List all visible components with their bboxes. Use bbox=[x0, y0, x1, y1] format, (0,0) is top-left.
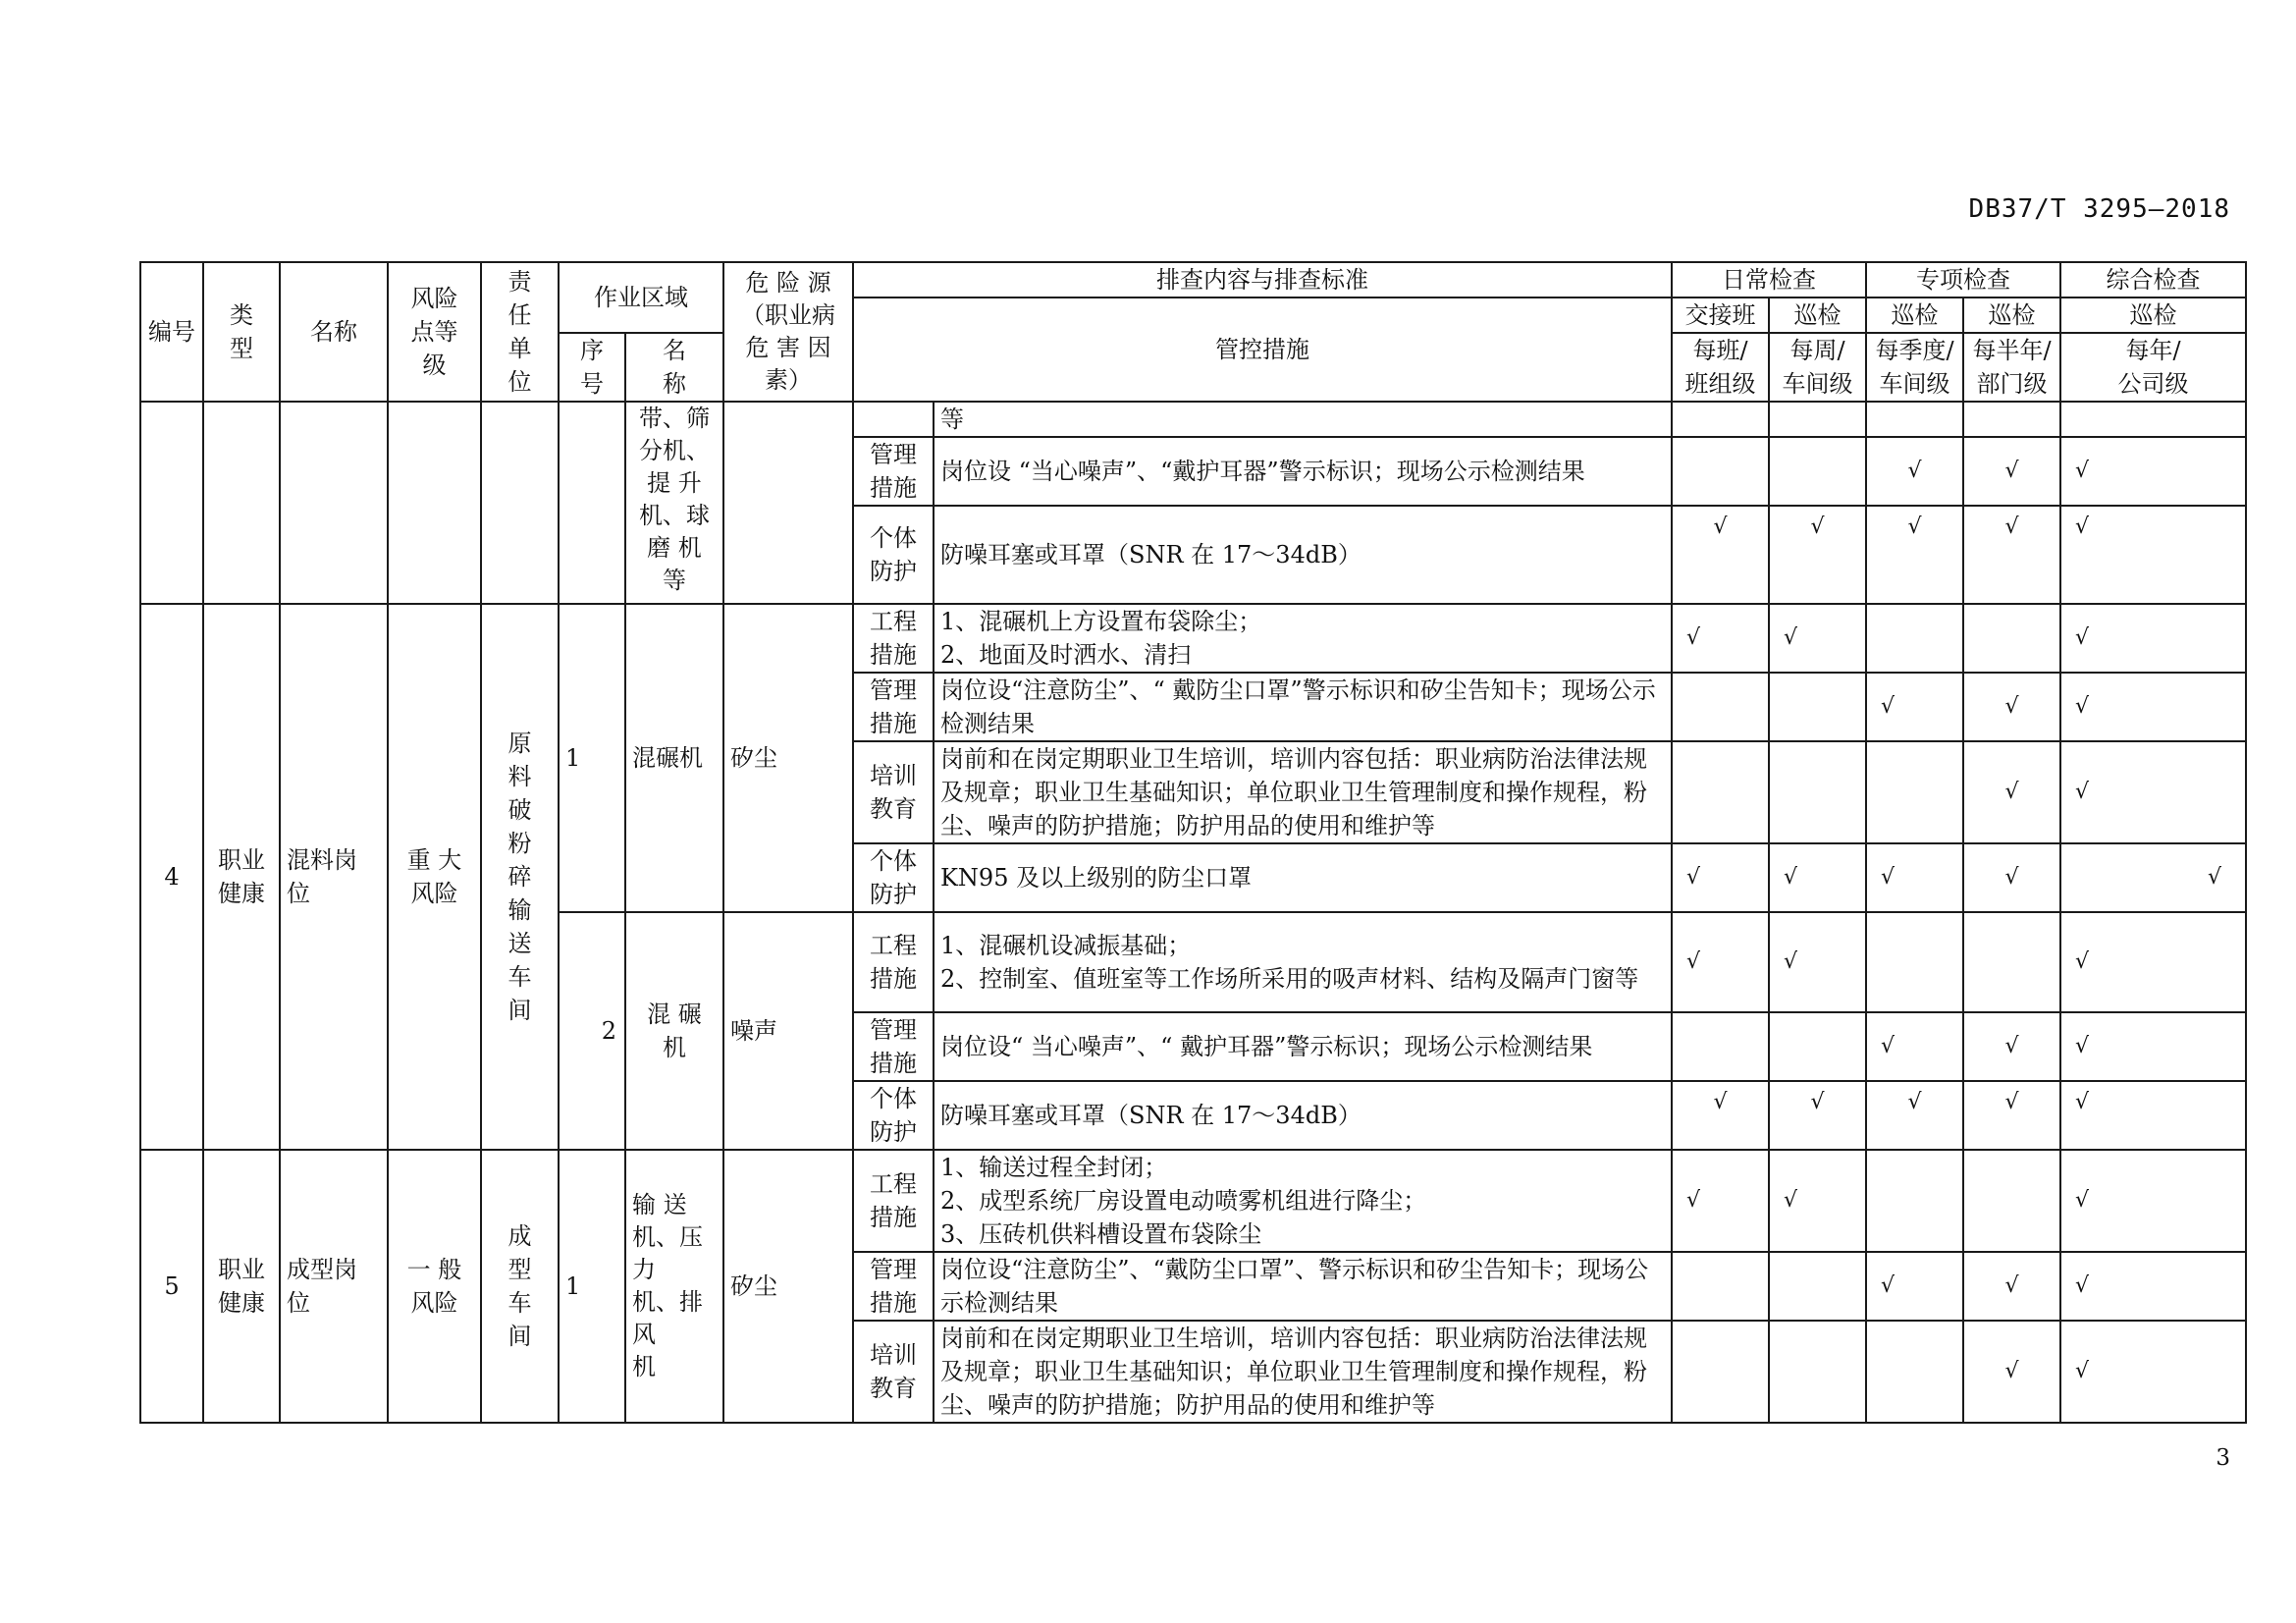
col-header-seq: 序 号 bbox=[559, 333, 625, 402]
check-mark: √ bbox=[2060, 1081, 2246, 1150]
cell-resp-unit: 原 料 破 粉 碎 输 送 车 间 bbox=[481, 604, 559, 1150]
header-row-1 bbox=[140, 262, 2246, 298]
col-header-freq-halfyear: 每半年/ 部门级 bbox=[1963, 333, 2060, 402]
col-header-patrol-year: 巡检 bbox=[2060, 298, 2246, 333]
cell-hazard: 矽尘 bbox=[723, 1150, 853, 1423]
check-mark: √ bbox=[1672, 506, 1769, 604]
cell-measure-type: 工程 措施 bbox=[853, 912, 934, 1012]
cell-measure-text: 1、混碾机上方设置布袋除尘； 2、地面及时洒水、清扫 bbox=[934, 604, 1672, 673]
cell-measure-text: 1、混碾机设减振基础； 2、控制室、值班室等工作场所采用的吸声材料、结构及隔声门窗等 bbox=[934, 912, 1672, 1012]
cell-seq bbox=[559, 402, 625, 604]
col-header-work-area: 作业区域 bbox=[559, 262, 723, 333]
cell-measure-text: 岗前和在岗定期职业卫生培训，培训内容包括：职业病防治法律法规及规章；职业卫生基础知识；单位职业卫生管理制度和操作规程，粉尘、噪声的防护措施；防护用品的使用和维护等 bbox=[934, 1321, 1672, 1423]
cell-seq: 2 bbox=[559, 912, 625, 1150]
cell-measure-text: KN95 及以上级别的防尘口罩 bbox=[934, 843, 1672, 912]
cell-area-name: 混碾机 bbox=[625, 604, 723, 912]
cell-measure-text: 岗位设“注意防尘”、“戴防尘口罩”、警示标识和矽尘告知卡；现场公示检测结果 bbox=[934, 1252, 1672, 1321]
check-mark: √ bbox=[1769, 506, 1866, 604]
check-mark: √ bbox=[1963, 437, 2060, 506]
cell-measure-type: 个体 防护 bbox=[853, 1081, 934, 1150]
check-mark: √ bbox=[2060, 673, 2246, 741]
cell-measure-type: 培训 教育 bbox=[853, 1321, 934, 1423]
cell-resp-unit bbox=[481, 402, 559, 604]
col-header-freq-week: 每周/ 车间级 bbox=[1769, 333, 1866, 402]
col-header-inspection: 排查内容与排查标准 bbox=[853, 262, 1672, 298]
table-row bbox=[140, 1150, 2246, 1252]
col-header-handover: 交接班 bbox=[1672, 298, 1769, 333]
col-header-comprehensive-check: 综合检查 bbox=[2060, 262, 2246, 298]
cell-hazard: 噪声 bbox=[723, 912, 853, 1150]
cell-area-name: 带、筛 分机、 提 升 机、球 磨 机 等 bbox=[625, 402, 723, 604]
check-mark: √ bbox=[2060, 1150, 2246, 1252]
cell-measure-text: 岗前和在岗定期职业卫生培训，培训内容包括：职业病防治法律法规及规章；职业卫生基础知识；单位职业卫生管理制度和操作规程，粉尘、噪声的防护措施；防护用品的使用和维护等 bbox=[934, 741, 1672, 843]
check-mark: √ bbox=[1866, 437, 1963, 506]
col-header-name: 名称 bbox=[280, 262, 388, 402]
cell-hazard: 矽尘 bbox=[723, 604, 853, 912]
cell-num: 4 bbox=[140, 604, 203, 1150]
cell-risk-level: 一 般 风险 bbox=[388, 1150, 481, 1423]
check-mark: √ bbox=[1866, 673, 1963, 741]
cell-measure-type bbox=[853, 402, 934, 437]
hazard-inspection-table bbox=[139, 261, 2247, 1424]
col-header-risk-level: 风险 点等 级 bbox=[388, 262, 481, 402]
col-header-freq-year: 每年/ 公司级 bbox=[2060, 333, 2246, 402]
check-mark: √ bbox=[2060, 1252, 2246, 1321]
col-header-special-check: 专项检查 bbox=[1866, 262, 2060, 298]
cell-measure-type: 个体 防护 bbox=[853, 506, 934, 604]
col-header-freq-quarter: 每季度/ 车间级 bbox=[1866, 333, 1963, 402]
check-mark: √ bbox=[1769, 1150, 1866, 1252]
check-mark: √ bbox=[1672, 1150, 1769, 1252]
table-row bbox=[140, 402, 2246, 437]
check-mark: √ bbox=[2060, 604, 2246, 673]
check-mark: √ bbox=[1769, 1081, 1866, 1150]
check-mark: √ bbox=[1769, 912, 1866, 1012]
cell-measure-text: 防噪耳塞或耳罩（SNR 在 17～34dB） bbox=[934, 506, 1672, 604]
cell-num bbox=[140, 402, 203, 604]
cell-measure-text: 岗位设“ 当心噪声”、“ 戴护耳器”警示标识；现场公示检测结果 bbox=[934, 1012, 1672, 1081]
check-mark: √ bbox=[1963, 673, 2060, 741]
cell-name: 混料岗 位 bbox=[280, 604, 388, 1150]
cell-measure-type: 工程 措施 bbox=[853, 1150, 934, 1252]
cell-measure-text: 岗位设 “当心噪声”、“戴护耳器”警示标识；现场公示检测结果 bbox=[934, 437, 1672, 506]
cell-measure-text: 1、输送过程全封闭； 2、成型系统厂房设置电动喷雾机组进行降尘； 3、压砖机供料槽设置布袋除尘 bbox=[934, 1150, 1672, 1252]
check-mark: √ bbox=[2060, 437, 2246, 506]
cell-measure-type: 管理 措施 bbox=[853, 437, 934, 506]
check-mark: √ bbox=[2060, 1012, 2246, 1081]
check-mark: √ bbox=[1672, 604, 1769, 673]
col-header-daily-check: 日常检查 bbox=[1672, 262, 1866, 298]
cell-measure-type: 培训 教育 bbox=[853, 741, 934, 843]
cell-risk-level: 重 大 风险 bbox=[388, 604, 481, 1150]
check-mark: √ bbox=[1963, 843, 2060, 912]
check-mark: √ bbox=[1866, 1081, 1963, 1150]
col-header-num: 编号 bbox=[140, 262, 203, 402]
cell-num: 5 bbox=[140, 1150, 203, 1423]
col-header-patrol-week: 巡检 bbox=[1769, 298, 1866, 333]
cell-measure-text: 岗位设“注意防尘”、“ 戴防尘口罩”警示标识和矽尘告知卡；现场公示检测结果 bbox=[934, 673, 1672, 741]
check-mark: √ bbox=[1963, 1321, 2060, 1423]
check-mark: √ bbox=[1672, 843, 1769, 912]
check-mark: √ bbox=[1866, 1252, 1963, 1321]
col-header-hazard: 危 险 源 （职业病 危 害 因 素） bbox=[723, 262, 853, 402]
check-mark: √ bbox=[2060, 843, 2246, 912]
check-mark: √ bbox=[2060, 741, 2246, 843]
check-mark: √ bbox=[1672, 912, 1769, 1012]
col-header-control: 管控措施 bbox=[853, 298, 1672, 402]
cell-area-name: 输 送 机、压力 机、排风 机 bbox=[625, 1150, 723, 1423]
cell-name bbox=[280, 402, 388, 604]
check-mark: √ bbox=[2060, 1321, 2246, 1423]
check-mark: √ bbox=[1963, 1012, 2060, 1081]
check-mark: √ bbox=[1866, 506, 1963, 604]
col-header-area-name: 名 称 bbox=[625, 333, 723, 402]
check-mark: √ bbox=[1963, 1081, 2060, 1150]
col-header-freq-shift: 每班/ 班组级 bbox=[1672, 333, 1769, 402]
cell-type: 职业 健康 bbox=[203, 604, 280, 1150]
cell-measure-type: 管理 措施 bbox=[853, 673, 934, 741]
check-mark: √ bbox=[1866, 843, 1963, 912]
cell-measure-type: 管理 措施 bbox=[853, 1012, 934, 1081]
table-row bbox=[140, 604, 2246, 673]
cell-area-name: 混 碾 机 bbox=[625, 912, 723, 1150]
cell-name: 成型岗 位 bbox=[280, 1150, 388, 1423]
check-mark: √ bbox=[1963, 741, 2060, 843]
check-mark: √ bbox=[1672, 1081, 1769, 1150]
check-mark: √ bbox=[2060, 506, 2246, 604]
check-mark: √ bbox=[1769, 604, 1866, 673]
standard-code: DB37/T 3295—2018 bbox=[1968, 194, 2230, 224]
cell-type: 职业 健康 bbox=[203, 1150, 280, 1423]
cell-measure-type: 工程 措施 bbox=[853, 604, 934, 673]
col-header-patrol-halfyear: 巡检 bbox=[1963, 298, 2060, 333]
cell-type bbox=[203, 402, 280, 604]
col-header-patrol-quarter: 巡检 bbox=[1866, 298, 1963, 333]
check-mark: √ bbox=[1866, 1012, 1963, 1081]
cell-measure-text: 防噪耳塞或耳罩（SNR 在 17～34dB） bbox=[934, 1081, 1672, 1150]
cell-hazard bbox=[723, 402, 853, 604]
col-header-type: 类 型 bbox=[203, 262, 280, 402]
check-mark: √ bbox=[1963, 506, 2060, 604]
cell-measure-type: 个体 防护 bbox=[853, 843, 934, 912]
cell-seq: 1 bbox=[559, 1150, 625, 1423]
check-mark: √ bbox=[1963, 1252, 2060, 1321]
page-number: 3 bbox=[2216, 1445, 2230, 1471]
check-mark: √ bbox=[2060, 912, 2246, 1012]
cell-resp-unit: 成 型 车 间 bbox=[481, 1150, 559, 1423]
cell-seq: 1 bbox=[559, 604, 625, 912]
col-header-resp-unit: 责 任 单 位 bbox=[481, 262, 559, 402]
cell-measure-text: 等 bbox=[934, 402, 1672, 437]
cell-risk-level bbox=[388, 402, 481, 604]
check-mark: √ bbox=[1769, 843, 1866, 912]
cell-measure-type: 管理 措施 bbox=[853, 1252, 934, 1321]
